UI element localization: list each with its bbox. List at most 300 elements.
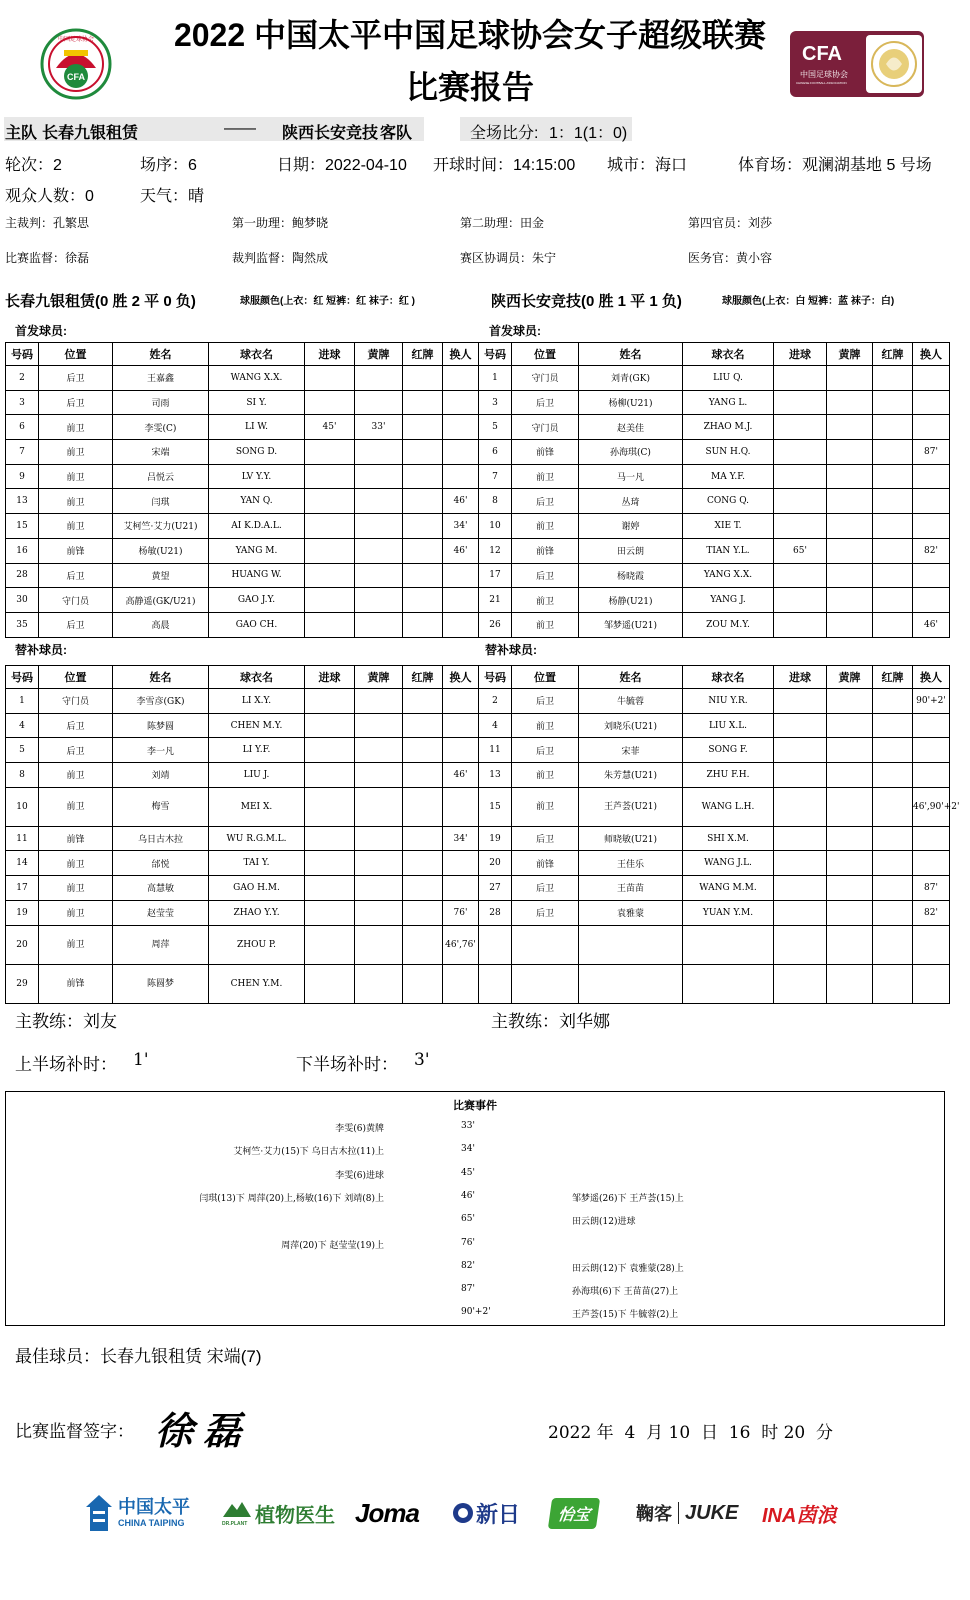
away-player-number: 15	[479, 787, 512, 826]
event-home: 艾柯竺·艾力(15)下 乌日古木拉(11)上	[233, 1147, 384, 1158]
round: 轮次：2	[5, 157, 62, 174]
away-player-number: 4	[479, 713, 512, 738]
away-player-position: 前卫	[512, 612, 579, 637]
sponsor-inna: INA茵浪	[762, 1504, 837, 1527]
away-player-yellow	[827, 689, 873, 714]
away-player-name: 刘晓乐(U21)	[579, 713, 683, 738]
home-player-name: 赵莹莹	[113, 900, 209, 925]
home-player-name: 李一凡	[113, 738, 209, 763]
away-player-subs	[913, 489, 950, 514]
home-player-shirt-name: MEI X.	[209, 787, 305, 826]
home-player-shirt-name: GAO J.Y.	[209, 588, 305, 613]
home-player-goals	[305, 489, 355, 514]
away-player-name: 杨静(U21)	[579, 588, 683, 613]
sponsor-china-taiping	[84, 1488, 190, 1538]
away-player-position: 前卫	[512, 763, 579, 788]
table-row	[6, 612, 950, 637]
home-player-red	[403, 900, 443, 925]
header-red: 红牌	[403, 666, 443, 689]
table-row	[6, 366, 950, 391]
table-row	[6, 689, 950, 714]
cfa-brand-logo	[790, 31, 924, 97]
home-player-subs: 34'	[443, 826, 479, 851]
best-player: 最佳球员：长春九银租赁 宋端(7)	[15, 1347, 262, 1366]
away-player-subs	[913, 390, 950, 415]
header-shirt-name: 球衣名	[683, 343, 774, 366]
header-yellow: 黄牌	[827, 666, 873, 689]
sign-time: 2022 年 4 月 10 日 16 时 20 分	[548, 1423, 834, 1443]
home-player-name: 李雪彦(GK)	[113, 689, 209, 714]
home-player-goals	[305, 440, 355, 465]
away-player-name: 田云朗	[579, 538, 683, 563]
header-goals: 进球	[305, 343, 355, 366]
header-goals: 进球	[774, 666, 827, 689]
home-player-subs	[443, 415, 479, 440]
away-player-goals	[774, 588, 827, 613]
home-player-shirt-name: AI K.D.A.L.	[209, 514, 305, 539]
away-player-position: 前卫	[512, 787, 579, 826]
home-player-subs	[443, 876, 479, 901]
home-player-position: 守门员	[39, 689, 113, 714]
home-player-yellow	[355, 390, 403, 415]
away-player-number: 8	[479, 489, 512, 514]
away-player-position: 前锋	[512, 851, 579, 876]
home-player-yellow	[355, 440, 403, 465]
away-player-goals	[774, 514, 827, 539]
home-player-position: 前卫	[39, 900, 113, 925]
home-player-goals	[305, 612, 355, 637]
home-player-number: 1	[6, 689, 39, 714]
away-player-position	[512, 925, 579, 964]
home-player-number: 4	[6, 713, 39, 738]
away-player-red	[873, 689, 913, 714]
second-half-added-label: 下半场补时：	[296, 1055, 398, 1074]
header-goals: 进球	[305, 666, 355, 689]
home-player-shirt-name: LV Y.Y.	[209, 464, 305, 489]
sponsor-cestbon	[550, 1488, 598, 1538]
away-player-shirt-name: YANG J.	[683, 588, 774, 613]
starters-header-row	[6, 343, 950, 366]
away-player-shirt-name: SONG F.	[683, 738, 774, 763]
home-subs-label: 替补球员:	[15, 643, 67, 657]
home-player-red	[403, 390, 443, 415]
home-player-subs	[443, 588, 479, 613]
away-player-name: 王佳乐	[579, 851, 683, 876]
home-player-position: 守门员	[39, 588, 113, 613]
away-player-yellow	[827, 713, 873, 738]
away-player-red	[873, 787, 913, 826]
home-player-position: 前卫	[39, 464, 113, 489]
home-player-name: 吕悦云	[113, 464, 209, 489]
cfa-badge-text: CFA	[67, 72, 85, 82]
commissioner-signature: 徐磊	[155, 1408, 252, 1453]
away-team: 陕西长安竞技	[282, 125, 379, 142]
home-player-goals	[305, 738, 355, 763]
home-player-yellow	[355, 925, 403, 964]
away-player-subs	[913, 826, 950, 851]
table-row	[6, 964, 950, 1003]
home-player-red	[403, 538, 443, 563]
home-player-red	[403, 415, 443, 440]
home-player-goals	[305, 763, 355, 788]
away-player-position: 后卫	[512, 390, 579, 415]
home-player-red	[403, 588, 443, 613]
away-player-number: 19	[479, 826, 512, 851]
header-name: 姓名	[579, 343, 683, 366]
away-player-shirt-name: ZOU M.Y.	[683, 612, 774, 637]
away-player-red	[873, 925, 913, 964]
table-row	[6, 826, 950, 851]
home-player-shirt-name: GAO H.M.	[209, 876, 305, 901]
away-player-yellow	[827, 851, 873, 876]
header-subs: 换人	[443, 343, 479, 366]
home-player-subs: 34'	[443, 514, 479, 539]
table-row	[6, 876, 950, 901]
away-player-subs	[913, 415, 950, 440]
home-player-name: 高晨	[113, 612, 209, 637]
home-player-name: 宋端	[113, 440, 209, 465]
home-player-name: 黄望	[113, 563, 209, 588]
away-player-red	[873, 563, 913, 588]
home-player-name: 陈圆梦	[113, 964, 209, 1003]
event-away: 邹梦遥(26)下 王芦荟(15)上	[572, 1193, 684, 1204]
home-player-shirt-name: TAI Y.	[209, 851, 305, 876]
away-player-yellow	[827, 964, 873, 1003]
away-player-yellow	[827, 876, 873, 901]
away-player-position: 前卫	[512, 514, 579, 539]
signature-label: 比赛监督签字：	[15, 1422, 134, 1441]
away-player-shirt-name: NIU Y.R.	[683, 689, 774, 714]
home-player-subs	[443, 738, 479, 763]
event-minute: 34'	[461, 1144, 475, 1155]
away-player-subs	[913, 763, 950, 788]
away-player-number	[479, 925, 512, 964]
home-player-shirt-name: LI Y.F.	[209, 738, 305, 763]
home-player-yellow	[355, 563, 403, 588]
away-player-goals	[774, 763, 827, 788]
away-player-number: 5	[479, 415, 512, 440]
away-player-number: 1	[479, 366, 512, 391]
away-player-shirt-name: MA Y.F.	[683, 464, 774, 489]
away-player-red	[873, 538, 913, 563]
assistant-2: 第二助理：田金	[460, 216, 545, 230]
vs-dash: ——	[224, 120, 256, 137]
home-player-number: 14	[6, 851, 39, 876]
home-player-yellow	[355, 514, 403, 539]
home-player-shirt-name: WANG X.X.	[209, 366, 305, 391]
dr-plant-name: 植物医生	[255, 1504, 335, 1527]
home-player-shirt-name: ZHOU P.	[209, 925, 305, 964]
home-player-position: 前卫	[39, 415, 113, 440]
header-name: 姓名	[113, 666, 209, 689]
table-row	[6, 489, 950, 514]
away-player-goals	[774, 612, 827, 637]
table-row	[6, 563, 950, 588]
home-player-yellow	[355, 964, 403, 1003]
away-player-subs	[913, 964, 950, 1003]
away-player-position: 前锋	[512, 440, 579, 465]
away-player-shirt-name: WANG L.H.	[683, 787, 774, 826]
away-player-number: 21	[479, 588, 512, 613]
referee: 主裁判：孔繁思	[5, 216, 90, 230]
home-player-subs: 46'	[443, 538, 479, 563]
home-player-yellow: 33'	[355, 415, 403, 440]
home-player-name: 邰悦	[113, 851, 209, 876]
home-player-red	[403, 689, 443, 714]
away-player-position: 后卫	[512, 489, 579, 514]
away-player-shirt-name: SUN H.Q.	[683, 440, 774, 465]
home-player-position: 前卫	[39, 876, 113, 901]
away-player-goals	[774, 826, 827, 851]
home-player-goals	[305, 964, 355, 1003]
home-player-name: 司雨	[113, 390, 209, 415]
away-player-subs: 46',90'+2'	[913, 787, 950, 826]
away-player-name: 杨晓霞	[579, 563, 683, 588]
away-player-number: 12	[479, 538, 512, 563]
home-player-yellow	[355, 900, 403, 925]
score-label: 全场比分:	[470, 125, 539, 142]
header-position: 位置	[512, 343, 579, 366]
away-label: 客队	[380, 125, 413, 142]
home-player-subs	[443, 851, 479, 876]
home-player-shirt-name: YANG M.	[209, 538, 305, 563]
away-player-shirt-name: YUAN Y.M.	[683, 900, 774, 925]
cfa-badge-logo	[40, 28, 112, 100]
home-player-goals	[305, 876, 355, 901]
home-player-subs	[443, 440, 479, 465]
away-player-number: 7	[479, 464, 512, 489]
event-home: 周萍(20)下 赵莹莹(19)上	[281, 1240, 384, 1251]
away-player-goals	[774, 738, 827, 763]
header-position: 位置	[39, 666, 113, 689]
away-player-shirt-name: XIE T.	[683, 514, 774, 539]
home-player-shirt-name: LI X.Y.	[209, 689, 305, 714]
away-kit: 球服颜色(上衣：白 短裤：蓝 袜子：白)	[722, 296, 895, 307]
away-player-shirt-name	[683, 964, 774, 1003]
home-player-shirt-name: SONG D.	[209, 440, 305, 465]
away-player-number: 13	[479, 763, 512, 788]
home-player-goals	[305, 563, 355, 588]
away-player-number: 6	[479, 440, 512, 465]
away-player-position: 前卫	[512, 464, 579, 489]
sponsor-sunra	[452, 1488, 520, 1538]
home-player-goals	[305, 713, 355, 738]
header-red: 红牌	[873, 666, 913, 689]
home-player-number: 10	[6, 787, 39, 826]
first-half-added-value: 1'	[133, 1050, 149, 1070]
away-player-number: 17	[479, 563, 512, 588]
header-position: 位置	[39, 343, 113, 366]
home-player-red	[403, 366, 443, 391]
china-taiping-cn: 中国太平	[118, 1497, 190, 1517]
home-player-position: 后卫	[39, 563, 113, 588]
events-title: 比赛事件	[453, 1100, 497, 1112]
away-player-red	[873, 851, 913, 876]
away-player-shirt-name: YANG L.	[683, 390, 774, 415]
header-name: 姓名	[113, 343, 209, 366]
away-player-name: 宋菲	[579, 738, 683, 763]
away-player-shirt-name: SHI X.M.	[683, 826, 774, 851]
away-player-name: 牛毓蓉	[579, 689, 683, 714]
home-player-number: 15	[6, 514, 39, 539]
home-player-position: 前卫	[39, 489, 113, 514]
away-player-position: 前卫	[512, 713, 579, 738]
home-player-position: 前锋	[39, 826, 113, 851]
away-player-shirt-name: WANG J.L.	[683, 851, 774, 876]
table-row	[6, 415, 950, 440]
away-player-subs: 87'	[913, 440, 950, 465]
table-row	[6, 464, 950, 489]
away-player-yellow	[827, 738, 873, 763]
away-player-number: 28	[479, 900, 512, 925]
away-player-name: 朱芳慧(U21)	[579, 763, 683, 788]
event-away: 田云朗(12)下 袁雅蒙(28)上	[572, 1263, 684, 1274]
away-player-name: 袁雅蒙	[579, 900, 683, 925]
cfa-ring-text: 中国足球协会	[57, 36, 95, 43]
header-number: 号码	[479, 343, 512, 366]
home-player-goals	[305, 538, 355, 563]
home-player-number: 9	[6, 464, 39, 489]
away-player-name: 杨柳(U21)	[579, 390, 683, 415]
assistant-1: 第一助理：鲍梦晓	[232, 216, 329, 230]
home-player-yellow	[355, 713, 403, 738]
away-player-goals	[774, 489, 827, 514]
home-player-name: 杨敏(U21)	[113, 538, 209, 563]
second-half-added-value: 3'	[414, 1050, 430, 1070]
away-player-subs	[913, 514, 950, 539]
header-number: 号码	[6, 666, 39, 689]
event-home: 李雯(6)进球	[335, 1170, 384, 1181]
home-player-position: 前卫	[39, 925, 113, 964]
header-shirt-name: 球衣名	[683, 666, 774, 689]
away-player-shirt-name: WANG M.M.	[683, 876, 774, 901]
home-player-goals	[305, 390, 355, 415]
away-player-red	[873, 826, 913, 851]
home-kit: 球服颜色(上衣：红 短裤：红 袜子：红 )	[240, 296, 415, 307]
table-row	[6, 588, 950, 613]
away-player-goals	[774, 464, 827, 489]
away-player-goals	[774, 390, 827, 415]
home-starters-label: 首发球员:	[15, 324, 67, 338]
home-player-red	[403, 787, 443, 826]
home-player-number: 35	[6, 612, 39, 637]
home-player-position: 后卫	[39, 366, 113, 391]
away-player-number: 3	[479, 390, 512, 415]
home-player-number: 2	[6, 366, 39, 391]
away-player-red	[873, 415, 913, 440]
home-player-subs: 76'	[443, 900, 479, 925]
away-player-subs	[913, 588, 950, 613]
home-player-subs	[443, 464, 479, 489]
away-player-yellow	[827, 588, 873, 613]
event-minute: 82'	[461, 1260, 475, 1271]
away-player-shirt-name: CONG Q.	[683, 489, 774, 514]
home-player-red	[403, 489, 443, 514]
sponsor-dr-plant	[222, 1488, 335, 1538]
away-player-goals	[774, 713, 827, 738]
table-row	[6, 763, 950, 788]
cestbon-name: 怡宝	[548, 1498, 600, 1529]
home-player-position: 后卫	[39, 612, 113, 637]
event-minute: 45'	[461, 1167, 475, 1178]
away-player-shirt-name: TIAN Y.L.	[683, 538, 774, 563]
home-player-number: 7	[6, 440, 39, 465]
home-player-red	[403, 964, 443, 1003]
home-player-goals	[305, 900, 355, 925]
referee-assessor: 裁判监督：陶然成	[232, 251, 329, 265]
home-player-shirt-name: LIU J.	[209, 763, 305, 788]
home-player-name: 艾柯竺·艾力(U21)	[113, 514, 209, 539]
away-player-position: 后卫	[512, 876, 579, 901]
away-player-shirt-name: LIU Q.	[683, 366, 774, 391]
away-coach: 主教练：刘华娜	[491, 1012, 610, 1031]
away-player-red	[873, 876, 913, 901]
away-player-goals	[774, 689, 827, 714]
table-row	[6, 925, 950, 964]
home-player-number: 8	[6, 763, 39, 788]
away-player-goals	[774, 851, 827, 876]
away-player-position: 后卫	[512, 900, 579, 925]
report-subtitle: 比赛报告	[405, 69, 534, 105]
event-minute: 90'+2'	[461, 1307, 491, 1318]
sunra-icon	[452, 1502, 474, 1524]
away-player-yellow	[827, 390, 873, 415]
away-player-yellow	[827, 826, 873, 851]
home-player-subs	[443, 390, 479, 415]
away-player-name: 赵美佳	[579, 415, 683, 440]
away-player-goals	[774, 366, 827, 391]
home-player-number: 5	[6, 738, 39, 763]
home-player-red	[403, 464, 443, 489]
table-row	[6, 514, 950, 539]
home-player-yellow	[355, 366, 403, 391]
medical-officer: 医务官：黄小容	[688, 251, 773, 265]
home-player-red	[403, 738, 443, 763]
table-row	[6, 390, 950, 415]
home-player-yellow	[355, 738, 403, 763]
home-player-position: 后卫	[39, 713, 113, 738]
away-player-goals: 65'	[774, 538, 827, 563]
home-player-goals: 45'	[305, 415, 355, 440]
home-player-subs	[443, 563, 479, 588]
home-player-yellow	[355, 763, 403, 788]
away-player-red	[873, 489, 913, 514]
home-player-number: 11	[6, 826, 39, 851]
home-player-yellow	[355, 851, 403, 876]
away-player-number: 11	[479, 738, 512, 763]
home-player-shirt-name: WU R.G.M.L.	[209, 826, 305, 851]
header-number: 号码	[6, 343, 39, 366]
header-shirt-name: 球衣名	[209, 666, 305, 689]
home-player-name: 陈梦圆	[113, 713, 209, 738]
away-player-shirt-name: ZHU F.H.	[683, 763, 774, 788]
dr-plant-sub: DR.PLANT	[222, 1520, 248, 1527]
juke-en: JUKE	[685, 1501, 739, 1524]
home-team: 长春九银租赁	[42, 125, 139, 142]
home-coach: 主教练：刘友	[15, 1012, 117, 1031]
away-player-subs	[913, 366, 950, 391]
rose-icon	[866, 35, 922, 93]
event-home: 闫琪(13)下 周萍(20)上,杨敏(16)下 刘靖(8)上	[199, 1193, 384, 1204]
match-commissioner: 比赛监督：徐磊	[5, 251, 90, 265]
away-player-name: 马一凡	[579, 464, 683, 489]
away-player-name: 谢婷	[579, 514, 683, 539]
away-player-goals	[774, 787, 827, 826]
table-row	[6, 713, 950, 738]
home-player-subs: 46',76'	[443, 925, 479, 964]
header-yellow: 黄牌	[827, 343, 873, 366]
home-player-position: 后卫	[39, 390, 113, 415]
